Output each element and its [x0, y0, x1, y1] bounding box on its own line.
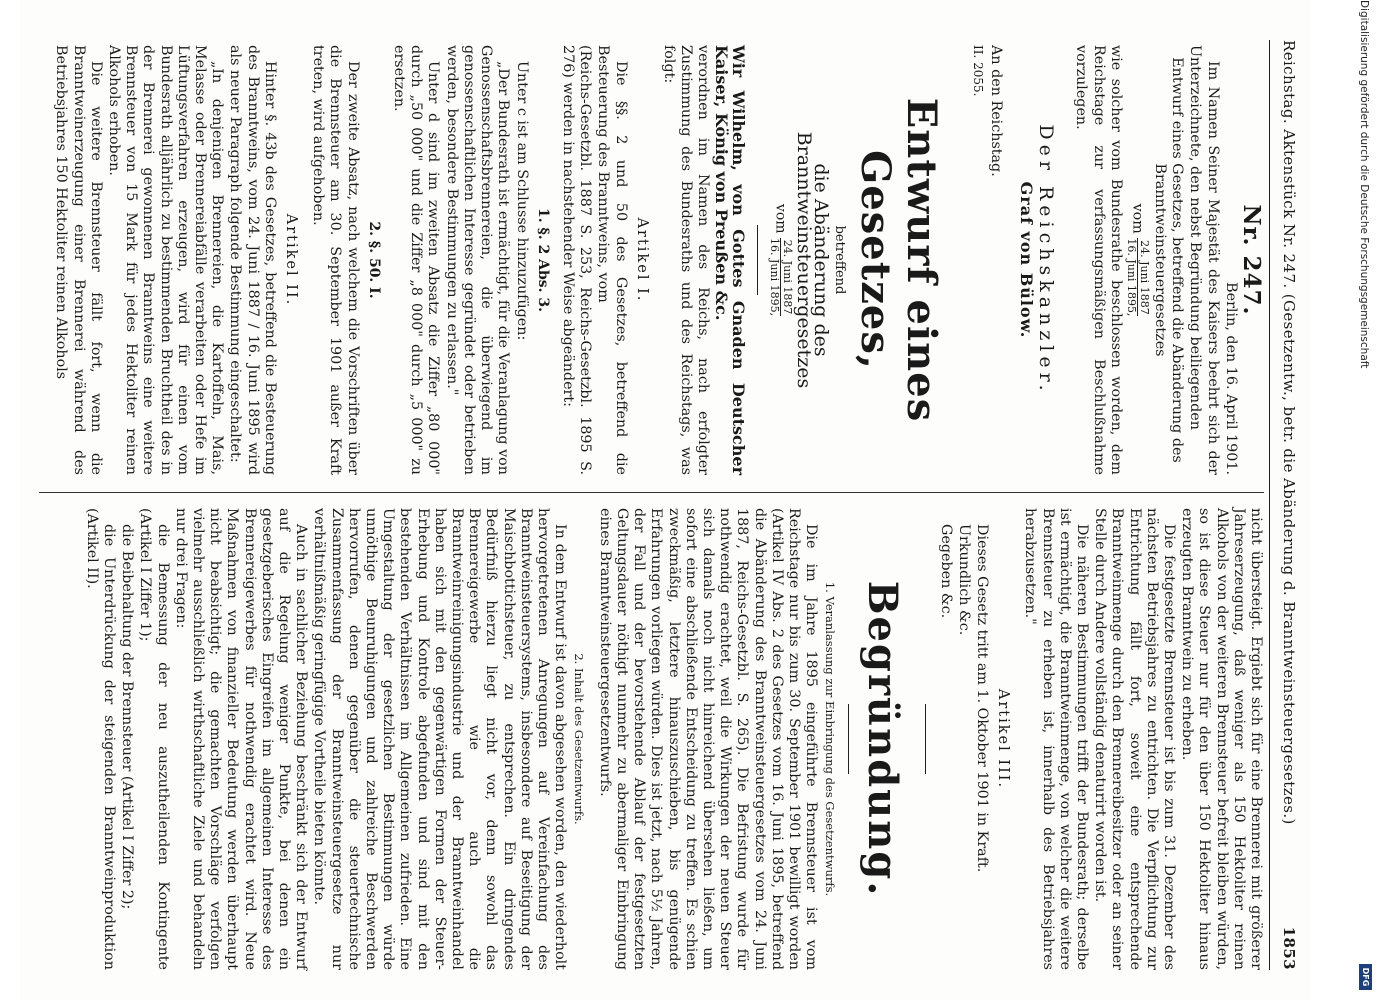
- draft-date-top: 24. Juni 1887: [780, 239, 794, 315]
- date-top: 24. Juni 1887: [1137, 240, 1151, 315]
- right-column: [82, 508, 1264, 970]
- gegeben: Gegeben &c.: [937, 524, 954, 619]
- signature-role: Der Reichskanzler.: [1035, 124, 1058, 396]
- digitization-credit: [1352, 0, 1372, 1000]
- article-2-heading: Artikel II.: [283, 213, 300, 307]
- intro-date-fraction: [1125, 238, 1150, 316]
- reason-list-item-3: die Unterdrückung der steigenden Branntweinproduktion (Artikel II).: [83, 508, 118, 970]
- section-1-heading: 1. §. 2 Abs. 3.: [534, 207, 551, 313]
- section-2-text: Der zweite Absatz, nach welchem die Vorschriften über die Brennsteuer am 30. September 1901 außer Kraft treten, wird aufgehoben.: [310, 45, 361, 475]
- reason-list-item-1: die Bemessung der neu auszutheilenden Kontingente (Artikel I Ziffer 1);: [137, 508, 171, 970]
- document-number: Nr. 247.: [1238, 204, 1265, 316]
- urkundlich: Urkundlich &c.: [955, 524, 972, 636]
- article-2-text: Hinter §. 43b des Gesetzes, betreffend die Besteuerung des Branntweins, vom 24. Juni 1887 / 16. Juni 1895 wird als neuer Paragraph folgende Bestimmung eingeschaltet:: [227, 45, 278, 475]
- reference-number: II. 2055.: [970, 45, 985, 97]
- continuation-3: Die näheren Bestimmungen trifft der Bundesrath; derselbe ist ermächtigt, die Branntweinmenge, von welcher die weitere Brennsteuer zu erheben ist, innerhalb des Betriebsjahres herabzusetzen.": [1022, 508, 1090, 970]
- reason-heading-2: 2. Inhalt des Gesetzentwurfs.: [572, 653, 587, 825]
- continuation-1: nicht übersteigt. Ergiebt sich für eine Brennerei mit größerer Jahreserzeugung, daß weniger als 150 Hektoliter reinen Alkohols von der weiteren Brennsteuer befreit bleiben würden, so ist diese Steuer nur für den über 150 Hektoliter hinaus erzeugten Branntwein zu erheben.: [1179, 508, 1264, 970]
- section-1-d: Unter d sind im zweiten Absatz die Ziffer „80 000" durch „50 000" und die Ziffer „8 000" durch „5 000" zu ersetzen.: [391, 45, 442, 475]
- enacting-clause: verordnen im Namen des Reichs, nach erfolgter Zustimmung des Bundesraths und des Reichstags, was folgt:: [660, 45, 712, 475]
- intro-text-1: Im Namen Seiner Majestät des Kaisers beehrt sich der Unterzeichnete, den nebst Begründung beiliegenden: [1187, 45, 1221, 475]
- divider-rule-2: [925, 704, 926, 774]
- draft-title: Entwurf eines Gesetzes,: [852, 97, 946, 423]
- page-number: 1853: [1280, 926, 1298, 970]
- date-bottom: 16. Juni 1895,: [1124, 238, 1138, 317]
- intro-date: [1125, 45, 1150, 475]
- section-1-quote: „Der Bundesrath ist ermächtigt, für die Veranlagung von Genossenschaftsbrennereien, die überwiegend im genossenschaftlichen Interesse gegründet oder betrieben werden, besondere Bestimmungen zu erlassen.": [443, 45, 512, 475]
- dfg-logo: DFG: [1359, 964, 1372, 990]
- divider-rule: [757, 225, 758, 295]
- section-1-intro: Unter c ist am Schlusse hinzuzufügen:: [513, 61, 530, 341]
- betreffend-label: betreffend: [832, 225, 848, 295]
- article-1-text-a: Die §§. 2 und 50 des Gesetzes, betreffend die Besteuerung des Branntweins, vom: [595, 45, 629, 475]
- section-2-heading: 2. §. 50. I.: [365, 221, 382, 299]
- article-1-text-b: (Reichs-Gesetzbl. 1887 S. 253, Reichs-Gesetzbl. 1895 S. 276) werden in nachstehender Weise abgeändert:: [559, 45, 594, 475]
- header-title: Reichstag. Aktenstück Nr. 247. (Gesetzentw., betr. die Abänderung d. Branntweinsteuergesetzes.): [1280, 40, 1298, 825]
- divider-rule-3: [848, 704, 849, 774]
- intro-vom: vom: [1129, 203, 1146, 234]
- reason-heading-1: 1. Veranlassung zur Einbringung des Gesetzentwurfs.: [823, 581, 838, 897]
- left-column: [51, 45, 1264, 475]
- place-date: Berlin, den 16. April 1901.: [1222, 282, 1239, 475]
- reason-paragraph-2: In dem Entwurf ist davon abgesehen worden, den wiederholt hervorgetretenen Anregungen auf Vereinfachung des Branntweinsteuersystems, insbesondere auf Beseitigung der Maischbottichsteuer, zu entsprechen. Ein dringendes Bedürfniß hierzu liegt nicht vor, denn sowohl das Brennereigewerbe wie auch die Branntweinreinigungsindustrie und der Branntweinhandel haben sich mit den gegenwärtigen Formen der Steuer-Erhebung und Kontrole abgefunden und sind mit den bestehenden Verhältnissen im Allgemeinen zufrieden. Eine Umgestaltung der gesetzlichen Bestimmungen würde unnöthige Beunruhigungen und zahlreiche Beschwerden hervorrufen, denen gegenüber die steuertechnische Zusammenfassung der Branntweinsteuergesetze nur verhältnißmäßig geringfügige Vortheile bieten könnte.: [311, 508, 569, 970]
- addressee: An den Reichstag.: [987, 45, 1004, 177]
- running-header: [1269, 40, 1304, 970]
- article-2-quote-1: „In denjenigen Brennereien, die Kartoffeln, Mais, Melasse oder Brennereiabfälle verarbeiten oder Hefe im Lüftungsverfahren erzeugen, wird für einen vom Bundesrath alljährlich zu bestimmenden Bruchtheil des in der Brennerei gewonnenen Branntweins eine weitere Brennsteuer von 15 Mark für jedes Hektoliter reinen Alkohols erhoben.: [106, 45, 226, 475]
- article-3-heading: Artikel III.: [995, 688, 1012, 790]
- article-2-quote-2: Die weitere Brennsteuer fällt fort, wenn die Branntweinerzeugung einer Brennerei während des Betriebsjahres 150 Hektoliter reinen Alkohols: [53, 45, 104, 475]
- draft-date-bottom: 16. Juni 1895,: [767, 238, 781, 317]
- reason-list-item-2: die Beibehaltung der Brennsteuer (Artikel I Ziffer 2);: [119, 524, 136, 910]
- credit-text: Digitalisierung gefördert durch die Deutsche Forschungsgemeinschaft: [1358, 0, 1370, 369]
- article-3-text: Dieses Gesetz tritt am 1. Oktober 1901 in Kraft.: [973, 524, 990, 873]
- draft-subject: die Abänderung des Branntweinsteuergesetzes: [792, 131, 833, 389]
- draft-dates: [768, 45, 793, 475]
- continuation-2: Die festgesetzte Brennsteuer ist bis zum 31. Dezember des nächsten Betriebsjahres zu entrichten. Die Verpflichtung zur Entrichtung fällt fort, soweit eine entsprechende Branntweinmenge durch den Brennereibesitzer oder an seiner Stelle durch Andere vollständig denaturirt worden ist.: [1092, 508, 1177, 970]
- draft-vom: vom: [772, 203, 789, 234]
- column-divider: [39, 492, 1264, 493]
- begruendung-title: Begründung.: [859, 580, 907, 898]
- intro-text-3: wie solcher vom Bundesrathe beschlossen worden, dem Reichstage zur verfassungsmäßigen Beschlußnahme vorzulegen.: [1073, 45, 1124, 475]
- reason-paragraph-3: Auch in sachlicher Beziehung beschränkt sich der Entwurf auf die Regelung weniger Punkte, bei denen ein gesetzgeberisches Eingreifen im allgemeinen Interesse des Brennereigewerbes für nothwendig erachtet wird. Neue Maßnahmen von finanzieller Bedeutung werden überhaupt nicht beabsichtigt; die gemachten Vorschläge verfolgen vielmehr ausschließlich wirthschaftliche Ziele und behandeln nur drei Fragen:: [172, 508, 310, 970]
- article-1-heading: Artikel I.: [633, 217, 650, 303]
- enacting-formula: Wir Wilhelm, von Gottes Gnaden Deutscher Kaiser, König von Preußen &c.: [711, 45, 748, 475]
- document-page: [20, 0, 1310, 1000]
- reason-paragraph-1: Die im Jahre 1895 eingeführte Brennsteuer ist vom Reichstage nur bis zum 30. September 1901 bewilligt worden (Artikel IV Abs. 2 des Gesetzes vom 16. Juni 1895, betreffend die Abänderung des Branntweinsteuergesetzes vom 24. Juni 1887, Reichs-Gesetzbl. S. 265). Die Befristung wurde für nothwendig erachtet, weil die Wirkungen der neuen Steuer sich damals noch nicht hinreichend übersehen ließen, um sofort eine abschließende Entscheidung zu treffen. Es schien zweckmäßig, letztere hinauszuschieben, bis genügende Erfahrungen vorliegen würden. Dies ist jetzt, nach 5½ Jahren, der Fall und der bevorstehende Ablauf der festgesetzten Geltungsdauer nöthigt nunmehr zu abermaliger Einbringung eines Branntweinsteuergesetzentwurfs.: [596, 508, 820, 970]
- draft-date-fraction: [768, 238, 793, 316]
- signature-name: Graf von Bülow.: [1016, 181, 1036, 339]
- intro-text-2: Entwurf eines Gesetzes, betreffend die Abänderung des Branntweinsteuergesetzes: [1151, 57, 1186, 463]
